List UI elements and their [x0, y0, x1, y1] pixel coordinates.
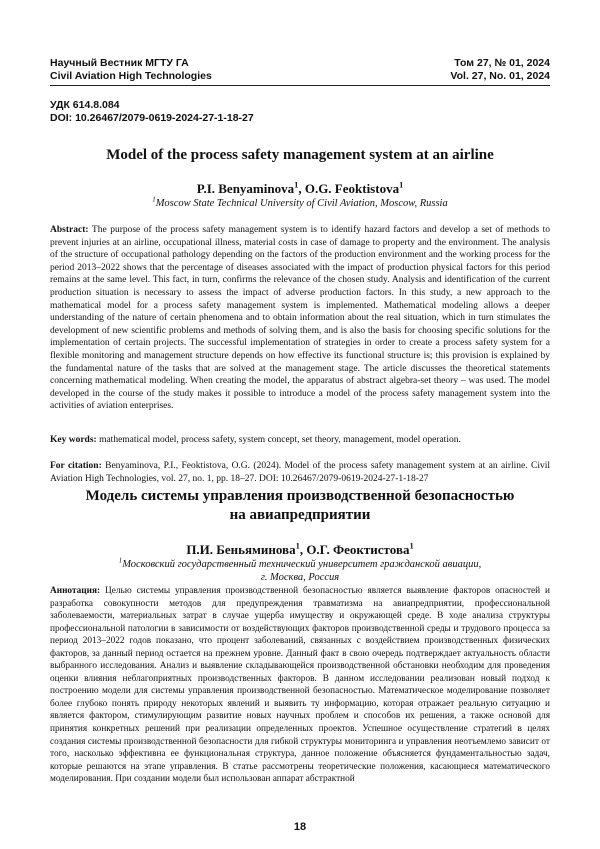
article-title-ru: Модель системы управления производственной безопасностью на авиапредприятии [85, 488, 515, 523]
running-header [50, 57, 550, 83]
volume-en: Vol. 27, No. 01, 2024 [450, 70, 550, 82]
affiliation-ru: $^1$Московский государственный технический университет гражданской авиации, г. Москва, Россия [118, 557, 482, 583]
page-number: 18 [293, 821, 307, 833]
authors-ru: П.И. Беньяминова$^1$, О.Г. Феоктистова$^1$ [186, 540, 414, 557]
affiliation-en: $^1$Moscow State Technical University of Civil Aviation, Moscow, Russia [152, 196, 448, 209]
abstract-label-ru: Аннотация: [50, 586, 101, 596]
author-2-en: O.G. Feoktistova [304, 181, 400, 196]
volume-ru: Том 27, № 01, 2024 [454, 57, 550, 69]
author-2-ru: О.Г. Феоктистова [306, 542, 410, 557]
abstract-ru [50, 585, 550, 786]
author-1-en: P.I. Benyaminova [196, 181, 295, 196]
citation-en [50, 460, 550, 485]
author-1-ru: П.И. Беньяминова [186, 542, 296, 557]
header-divider [50, 85, 550, 86]
doi-link[interactable]: DOI: 10.26467/2079-0619-2024-27-1-18-27 [50, 112, 254, 124]
article-identifiers [50, 99, 254, 125]
citation-text: Benyaminova, P.I., Feoktistova, O.G. (2024). Model of the process safety management system at an airline. Civil Aviation High Technologies, vol. 27, no. 1, pp. 18–27. DOI: 10.26467/2079-0619-2024-27-1-18-27 [50, 461, 550, 484]
citation-label: For citation: [50, 461, 102, 471]
abstract-label-en: Abstract: [50, 225, 89, 235]
keywords-label: Key words: [50, 435, 97, 445]
abstract-en [50, 224, 550, 413]
article-title-en: Model of the process safety management system at an airline [106, 147, 494, 163]
authors-en: P.I. Benyaminova$^1$, O.G. Feoktistova$^1$ [196, 179, 404, 196]
abstract-text-ru: Целью системы управления производственной безопасностью является выявление факторов опасностей и разработка совокупности методов для предупреждения травматизма на авиапредприятии, профессиональной заболеваемости, материальных затрат в случае ущерба имуществу и окружающей среде. В ходе анализа структуры профессиональной патологии в зависимости от воздействующих факторов производственной среды и трудового процесса за период 2013–2022 годов показано, что процент заболеваний, связанных с воздействием производственных физических факторов, за данный период остается на прежнем уровне. Данный факт в свою очередь подтверждает актуальность области выбранного исследования. Анализ и выявление складывающейся производственной обстановки необходим для проведения оценки влияния неблагоприятных производственных факторов. В данном исследовании реализован новый подход к построению модели для системы управления производственной безопасностью. Математическое моделирование позволяет более глубоко понять природу некоторых явлений и выявить ту информацию, которая отражает реальную ситуацию и является фактором, стимулирующим развитие новых научных проблем и способов их решения, а также основой для принятия конкретных решений при реализации определенных проектов. Успешное осуществление стратегий в целях создания системы производственной безопасности для гибкой структуры мониторинга и управления неотъемлемо зависит от того, насколько эффективна ее функциональная структура, данное положение объясняется фундаментальностью задач, которые решаются на этапе управления. В статье рассмотрены теоретические положения, касающиеся математического моделирования. При создании модели был использован аппарат абстрактной [50, 586, 550, 785]
keywords-text: mathematical model, process safety, system concept, set theory, management, model operation. [99, 435, 461, 445]
abstract-text-en: The purpose of the process safety management system is to identify hazard factors and develop a set of methods to prevent injuries at an airline, occupational illness, material costs in case of damage to property and the environment. The analysis of the structure of occupational pathology depending on the factors of the production environment and the working process for the period 2013–2022 shows that the percentage of diseases associated with the impact of production physical factors for this period remains at the same level. This fact, in turn, confirms the relevance of the chosen study. Analysis and identification of the current production situation is necessary to assess the impact of adverse production factors. In this study, a new approach to the mathematical model for a process safety management system is implemented. Mathematical modeling allows a deeper understanding of the nature of certain phenomena and to obtain information about the real situation, which in turn stimulates the development of new scientific problems and methods of solving them, and is also the basis for choosing specific solutions for the implementation of certain projects. The successful implementation of strategies in order to create a process safety system for a flexible monitoring and management structure depends on how effective its functional structure is; this provision is explained by the fundamental nature of the tasks that are solved at the management stage. The article discusses the theoretical statements concerning mathematical modeling. When creating the model, the apparatus of abstract algebra-set theory – was used. The model developed in the course of the study makes it possible to introduce a model of the process safety management system into the activities of aviation enterprises. [50, 225, 550, 412]
journal-name-ru: Научный Вестник МГТУ ГА [50, 57, 189, 69]
udk-code: УДК 614.8.084 [50, 99, 120, 111]
keywords-en [50, 434, 550, 447]
journal-name-en: Civil Aviation High Technologies [50, 70, 212, 82]
